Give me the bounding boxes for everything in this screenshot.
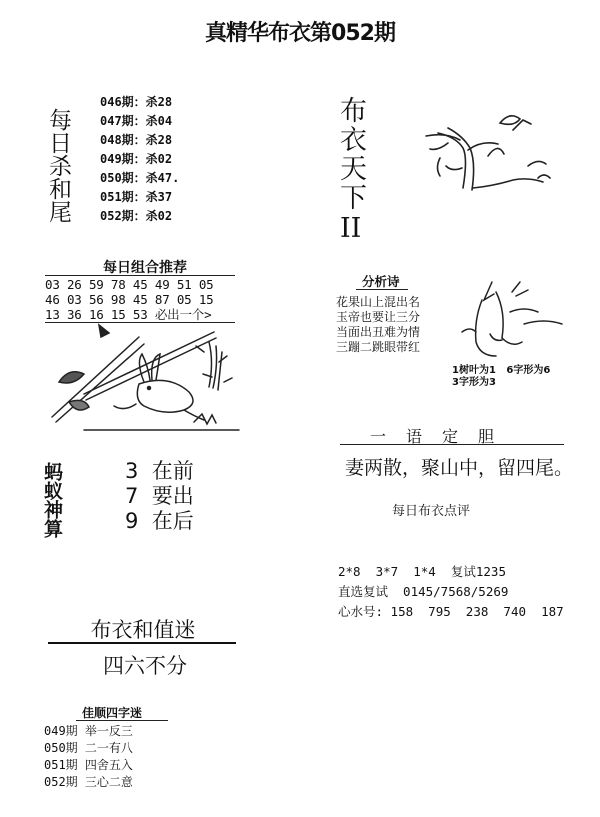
list-item [44,774,133,791]
list-item [125,509,194,534]
review-line: 心水号: 158 795 238 740 187 [338,604,564,619]
divider [340,444,564,445]
label-char: 下 [340,183,367,215]
four-char-list [44,723,133,791]
combo-row: 03 26 59 78 45 49 51 05 [45,277,214,292]
list-item: 051期：杀37 [100,190,173,204]
phrase: 二一有八 [84,741,133,755]
divider [45,275,235,276]
daily-combo-title: 每日组合推荐 [103,260,187,276]
note-line: 1树叶为1 6字形为6 [452,365,551,376]
list-item [125,484,194,509]
poem-line: 玉帝也要让三分 [336,310,421,324]
tree-drawing [418,108,568,193]
label-char: 布 [340,96,367,127]
poem-lines [336,295,420,355]
issue-number: 049期 [44,724,78,738]
daily-kill-tail-list [100,93,179,226]
riddle-title: 布衣和值迷 [90,618,196,642]
list-item [44,723,133,740]
review-lines [338,562,564,622]
divider [356,289,408,290]
poem-line: 三蹦二跳眼带红 [336,340,421,354]
ant-god-list [125,459,194,534]
list-item [125,459,194,484]
phrase: 四舍五入 [84,758,133,772]
label-char: 衣 [340,125,367,157]
buyi-tianxia-label [340,97,367,243]
issue-number: 051期 [44,758,78,772]
list-item: 050期：杀47. [100,171,180,185]
yiyu-title: 一语定胆 [370,427,515,446]
list-item: 052期：杀02 [100,209,173,223]
divider [48,642,236,644]
rabbit-bamboo-illustration [44,322,244,440]
ant-god-text: 在后 [151,509,194,533]
list-item: 046期：杀28 [100,95,173,109]
issue-number: 052期 [44,775,78,789]
page-title: 真精华布衣第052期 [205,21,395,46]
phrase: 三心二意 [84,775,133,789]
poem-line: 当面出丑难为情 [336,325,421,339]
ant-god-text: 要出 [151,484,194,508]
ant-god-label: 蚂蚁神算 [41,462,63,538]
four-char-title: 佳顺四字迷 [82,706,143,720]
review-title: 每日布衣点评 [392,504,471,519]
list-item: 049期：杀02 [100,152,173,166]
divider [76,720,168,721]
combo-row: 13 36 16 15 53 必出一个> [45,307,212,322]
combo-row: 46 03 56 98 45 87 05 15 [45,292,214,307]
yiyu-text: 妻两散，聚山中，留四尾。 [345,457,574,479]
list-item [44,757,133,774]
cat-drawing [452,272,572,364]
review-line: 直选复试 0145/7568/5269 [338,584,509,599]
issue-number: 050期 [44,741,78,755]
riddle-answer: 四六不分 [103,654,187,678]
poem-notes [452,365,550,389]
poem-title: 分析诗 [362,274,400,289]
list-item: 048期：杀28 [100,133,173,147]
ant-god-text: 在前 [151,459,194,483]
review-line: 2*8 3*7 1*4 复试1235 [338,564,506,579]
ant-god-number: 3 [125,459,139,483]
phrase: 举一反三 [84,724,133,738]
poem-line: 花果山上混出名 [336,295,421,309]
ant-god-number: 9 [125,509,139,533]
label-char: 天 [340,154,367,186]
ant-god-number: 7 [125,484,139,508]
daily-combo-grid [45,277,214,322]
note-line: 3字形为3 [452,377,496,388]
label-char: II [340,212,362,244]
daily-kill-tail-label: 每日杀和尾 [45,108,71,223]
list-item [44,740,133,757]
list-item: 047期：杀04 [100,114,173,128]
